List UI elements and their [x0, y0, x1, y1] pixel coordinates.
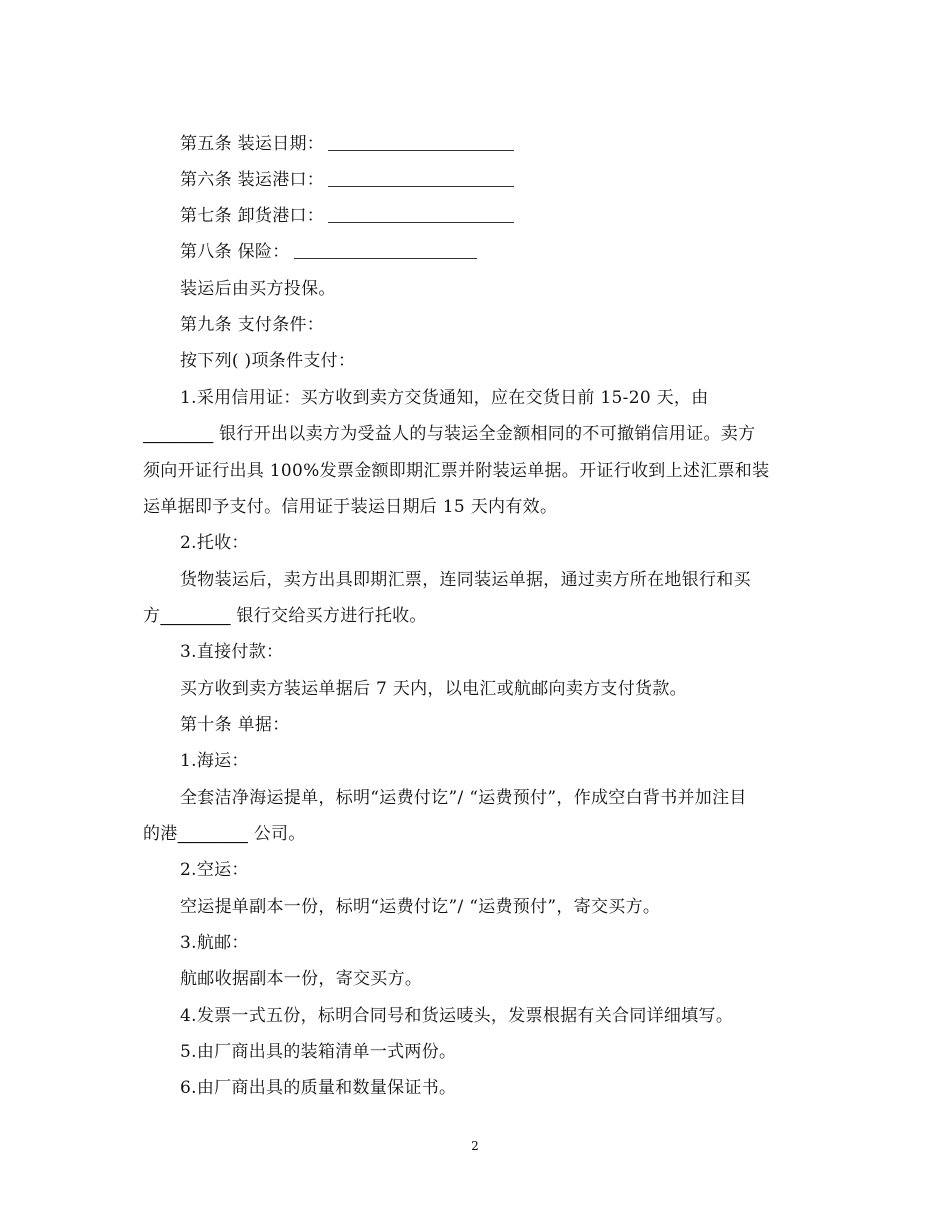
direct-payment-text: 买方收到卖方装运单据后 7 天内，以电汇或航邮向卖方支付货款。 — [180, 679, 687, 699]
clause-10-label: 第十条 单据： — [180, 715, 290, 735]
lc-bank-blank: ________ — [143, 424, 214, 444]
lc-title: 1.采用信用证：买方收到卖方交货通知，应在交货日前 15-20 天，由 — [180, 388, 709, 408]
sea-line-1: 全套洁净海运提单，标明“运费付讫”/ “运费预付”，作成空白背书并加注目 — [180, 788, 747, 808]
collection-title: 2.托收： — [180, 533, 249, 553]
clause-5-label: 第五条 装运日期： — [180, 134, 325, 154]
lc-line-3: 须向开证行出具 100%发票金额即期汇票并附装运单据。开证行收到上述汇票和装 — [143, 461, 770, 481]
collection-line-1: 货物装运后，卖方出具即期汇票，连同装运单据，通过卖方所在地银行和买 — [180, 570, 751, 590]
sea-line-2: 的港________ 公司。 — [143, 824, 306, 844]
clause-8-label: 第八条 保险： — [180, 242, 290, 262]
destination-port-blank: ________ — [177, 824, 249, 844]
loading-port-blank — [328, 170, 514, 187]
collection-bank-blank: ________ — [160, 606, 231, 626]
quality-certificate-item: 6.由厂商出具的质量和数量保证书。 — [180, 1078, 457, 1098]
page-number: 2 — [471, 1139, 479, 1153]
clause-9-label: 第九条 支付条件： — [180, 315, 325, 335]
insurance-blank — [294, 242, 477, 259]
lc-line-4: 运单据即予支付。信用证于装运日期后 15 天内有效。 — [143, 497, 558, 517]
clause-6-loading-port — [180, 169, 514, 191]
packing-list-item: 5.由厂商出具的装箱清单一式两份。 — [180, 1042, 457, 1062]
clause-6-label: 第六条 装运港口： — [180, 170, 325, 190]
sea-title: 1.海运： — [180, 751, 249, 771]
post-title: 3.航邮： — [180, 933, 249, 953]
direct-payment-title: 3.直接付款： — [180, 642, 284, 662]
clause-8-insurance — [180, 241, 477, 263]
air-title: 2.空运： — [180, 860, 249, 880]
clause-7-discharge-port — [180, 205, 514, 227]
air-text: 空运提单副本一份，标明“运费付讫”/ “运费预付”，寄交买方。 — [180, 897, 661, 917]
shipment-date-blank — [328, 134, 514, 151]
clause-5-shipment-date — [180, 133, 514, 155]
post-text: 航邮收据副本一份，寄交买方。 — [180, 969, 423, 989]
discharge-port-blank — [328, 206, 514, 223]
clause-7-label: 第七条 卸货港口： — [180, 206, 325, 226]
clause-9-text: 按下列( )项条件支付： — [180, 351, 356, 371]
invoice-item: 4.发票一式五份，标明合同号和货运唛头，发票根据有关合同详细填写。 — [180, 1006, 734, 1026]
collection-line-2: 方________ 银行交给买方进行托收。 — [143, 606, 427, 626]
clause-8-text: 装运后由买方投保。 — [180, 279, 336, 299]
lc-line-2: ________ 银行开出以卖方为受益人的与装运全金额相同的不可撤销信用证。卖方 — [143, 424, 756, 444]
